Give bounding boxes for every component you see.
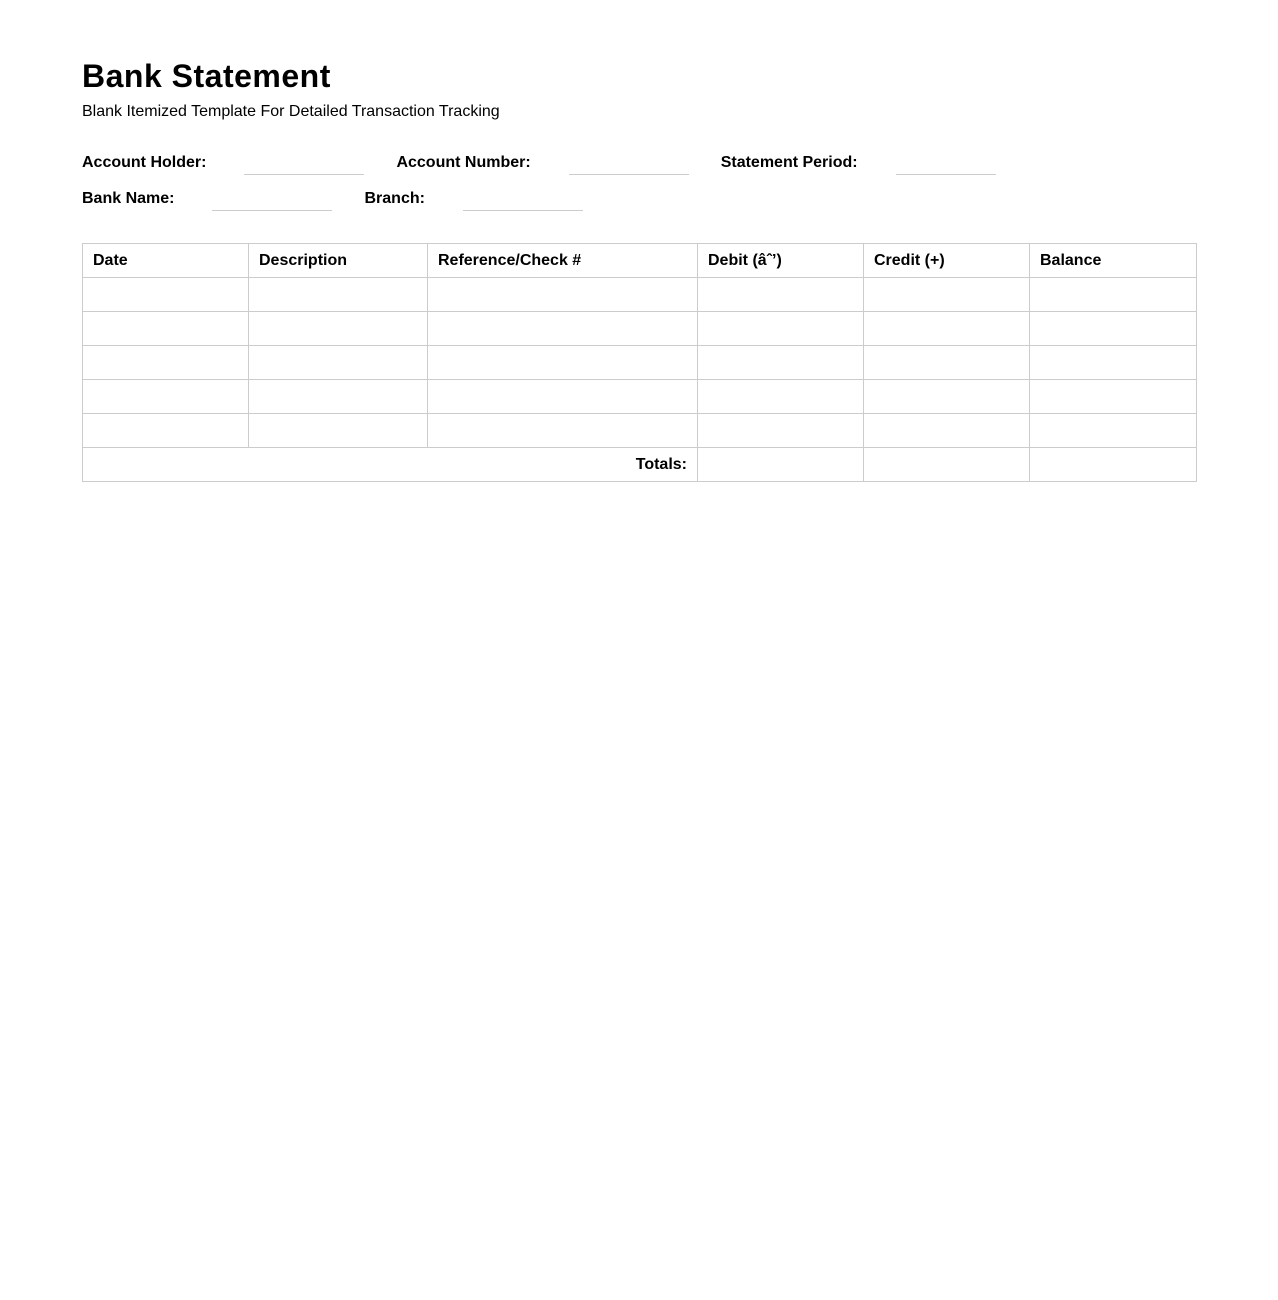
column-header-debit: Debit (âˆ’) xyxy=(698,244,864,278)
table-row xyxy=(83,312,1197,346)
reference-cell[interactable] xyxy=(428,278,698,312)
column-header-balance: Balance xyxy=(1030,244,1197,278)
totals-label: Totals: xyxy=(83,448,698,482)
description-cell[interactable] xyxy=(249,346,428,380)
account-holder-field xyxy=(82,153,364,173)
balance-cell[interactable] xyxy=(1030,278,1197,312)
balance-cell[interactable] xyxy=(1030,380,1197,414)
page-subtitle: Blank Itemized Template For Detailed Transaction Tracking xyxy=(82,103,500,120)
account-number-field xyxy=(396,153,688,173)
reference-cell[interactable] xyxy=(428,346,698,380)
description-cell[interactable] xyxy=(249,380,428,414)
credit-cell[interactable] xyxy=(864,380,1030,414)
debit-cell[interactable] xyxy=(698,346,864,380)
date-cell[interactable] xyxy=(83,278,249,312)
branch-label: Branch: xyxy=(364,190,425,207)
total-credit-cell[interactable] xyxy=(864,448,1030,482)
reference-cell[interactable] xyxy=(428,380,698,414)
table-row xyxy=(83,414,1197,448)
bank-name-input[interactable] xyxy=(212,210,332,211)
debit-cell[interactable] xyxy=(698,278,864,312)
page-title: Bank Statement xyxy=(82,58,331,94)
account-holder-label: Account Holder: xyxy=(82,154,207,171)
totals-row xyxy=(83,448,1197,482)
date-cell[interactable] xyxy=(83,312,249,346)
reference-cell[interactable] xyxy=(428,312,698,346)
branch-field xyxy=(364,189,582,209)
total-balance-cell[interactable] xyxy=(1030,448,1197,482)
account-holder-input[interactable] xyxy=(244,174,364,175)
debit-cell[interactable] xyxy=(698,414,864,448)
account-info-fields xyxy=(82,153,1196,209)
credit-cell[interactable] xyxy=(864,346,1030,380)
column-header-description: Description xyxy=(249,244,428,278)
branch-input[interactable] xyxy=(463,210,583,211)
date-cell[interactable] xyxy=(83,414,249,448)
column-header-date: Date xyxy=(83,244,249,278)
bank-name-field xyxy=(82,189,332,209)
credit-cell[interactable] xyxy=(864,312,1030,346)
date-cell[interactable] xyxy=(83,346,249,380)
column-header-credit: Credit (+) xyxy=(864,244,1030,278)
debit-cell[interactable] xyxy=(698,380,864,414)
description-cell[interactable] xyxy=(249,312,428,346)
statement-period-input[interactable] xyxy=(896,174,996,175)
bank-statement-page xyxy=(82,56,1196,473)
account-number-label: Account Number: xyxy=(396,154,531,171)
account-number-input[interactable] xyxy=(569,174,689,175)
credit-cell[interactable] xyxy=(864,278,1030,312)
table-header-row xyxy=(83,244,1197,278)
credit-cell[interactable] xyxy=(864,414,1030,448)
field-row-1 xyxy=(82,153,1196,173)
statement-period-label: Statement Period: xyxy=(720,154,858,171)
bank-name-label: Bank Name: xyxy=(82,190,175,207)
table-row xyxy=(83,278,1197,312)
description-cell[interactable] xyxy=(249,414,428,448)
balance-cell[interactable] xyxy=(1030,346,1197,380)
column-header-reference: Reference/Check # xyxy=(428,244,698,278)
total-debit-cell[interactable] xyxy=(698,448,864,482)
table-row xyxy=(83,380,1197,414)
statement-period-field xyxy=(721,153,996,173)
date-cell[interactable] xyxy=(83,380,249,414)
reference-cell[interactable] xyxy=(428,414,698,448)
transactions-table xyxy=(82,243,1197,482)
debit-cell[interactable] xyxy=(698,312,864,346)
description-cell[interactable] xyxy=(249,278,428,312)
balance-cell[interactable] xyxy=(1030,414,1197,448)
field-row-2 xyxy=(82,189,1196,209)
table-row xyxy=(83,346,1197,380)
balance-cell[interactable] xyxy=(1030,312,1197,346)
